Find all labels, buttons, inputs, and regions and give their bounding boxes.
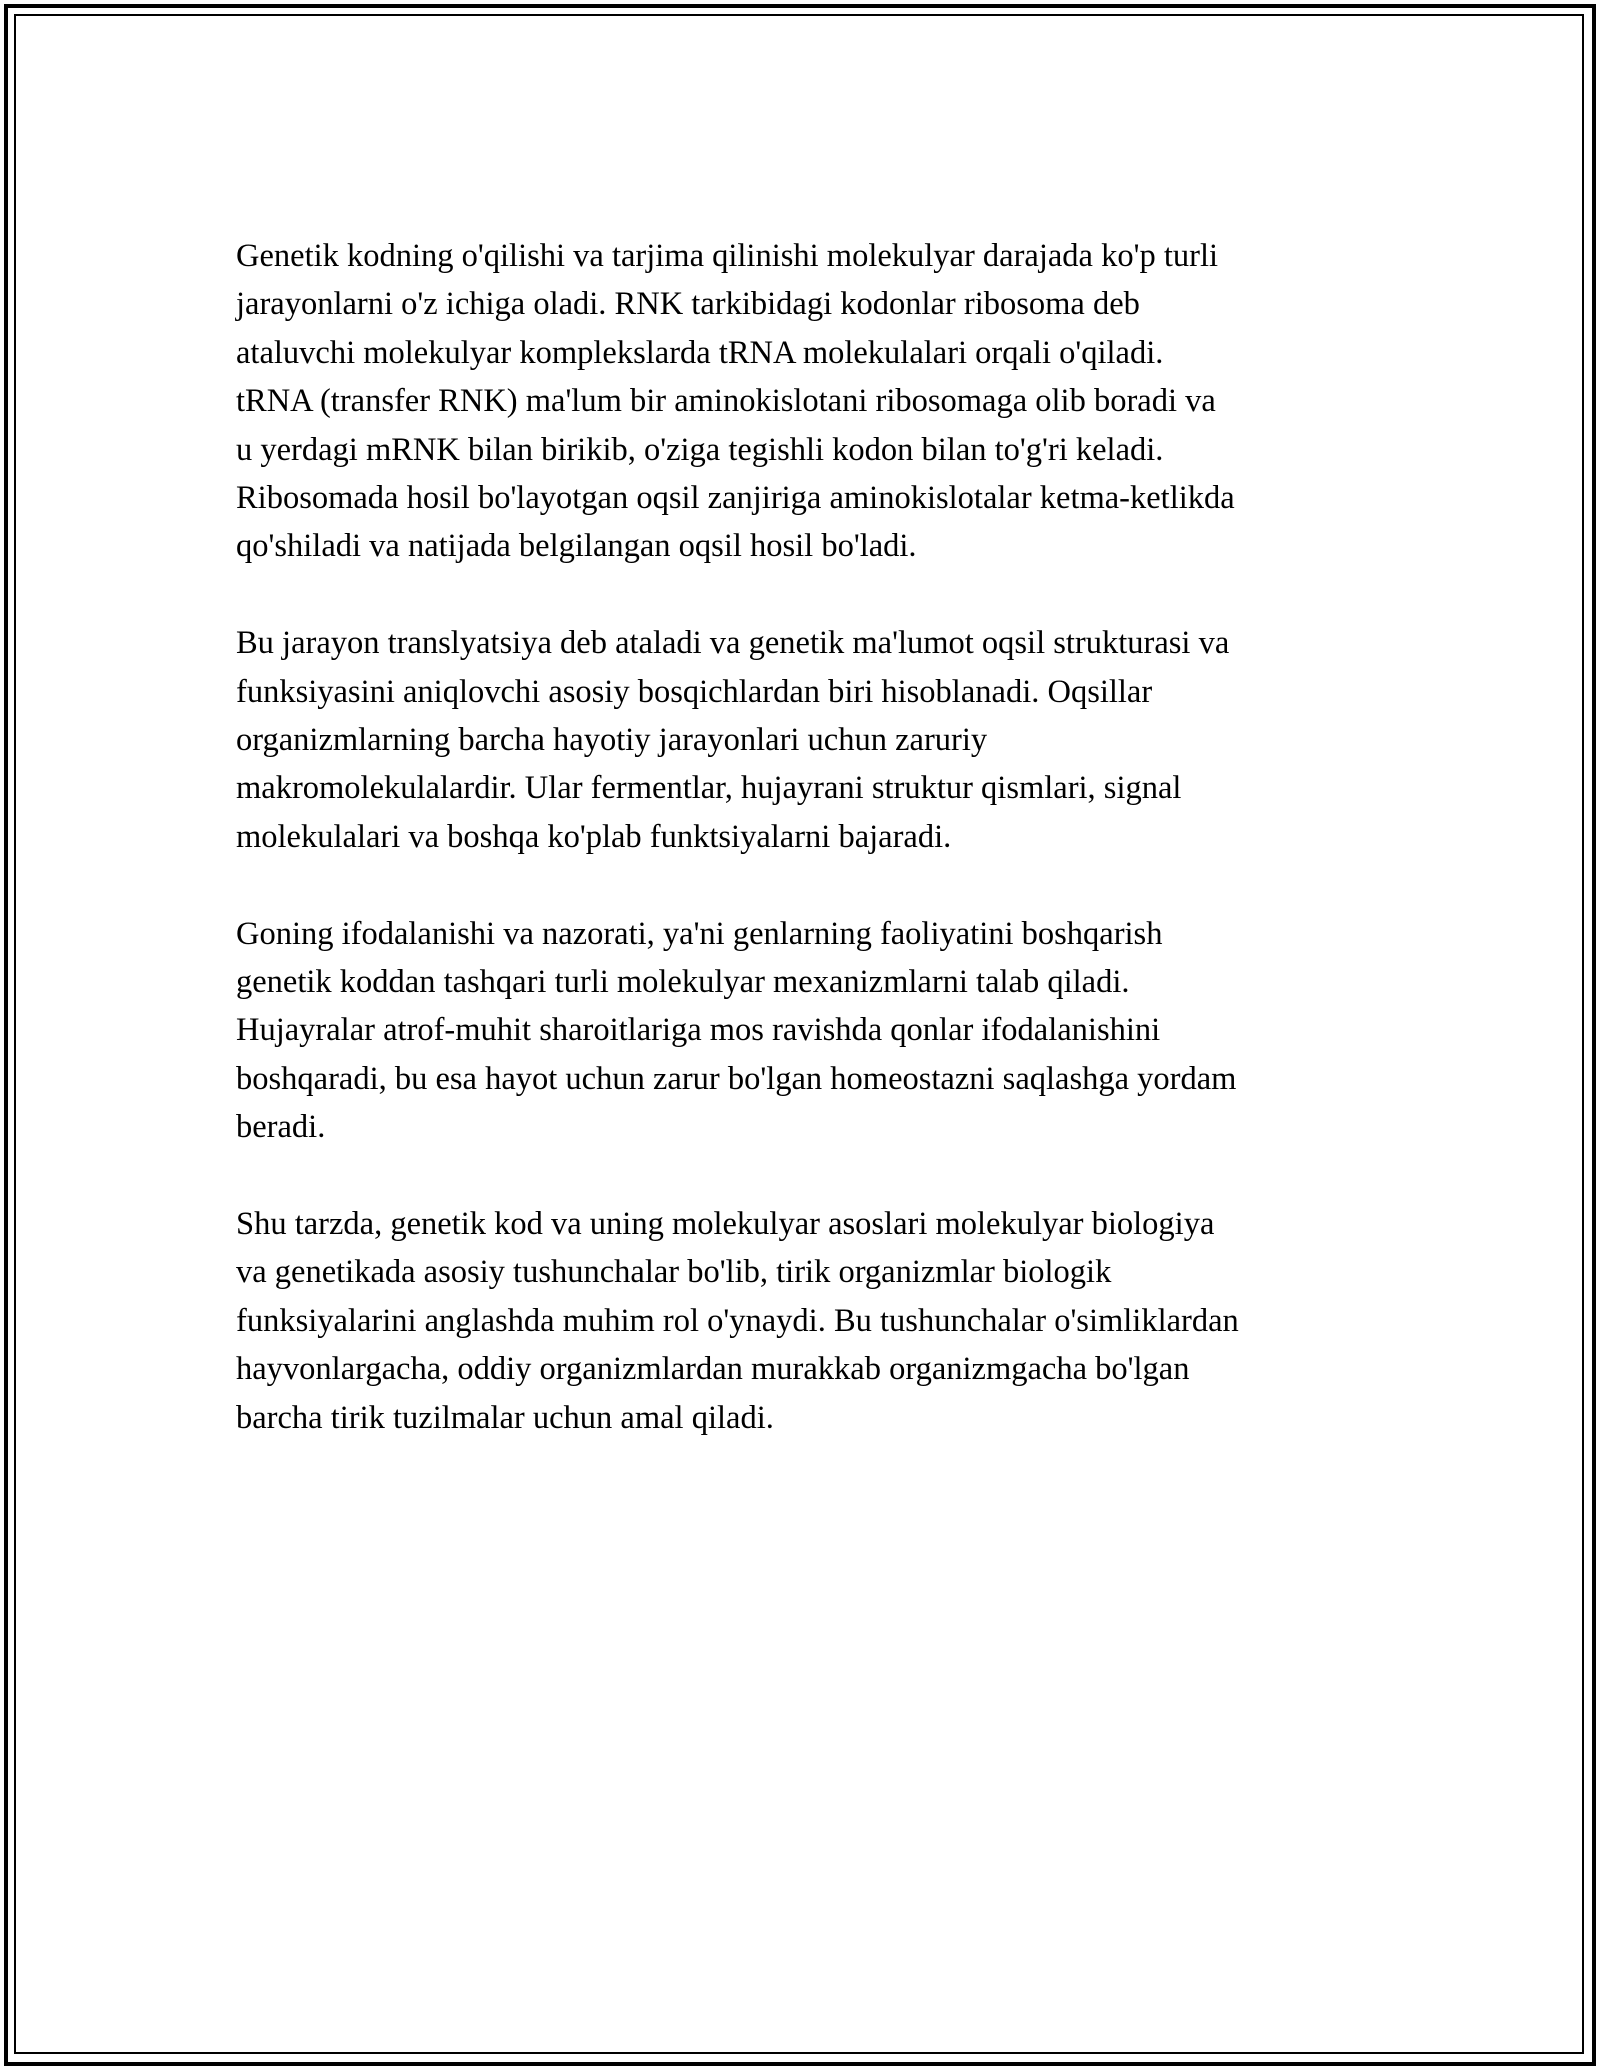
text-line: va genetikada asosiy tushunchalar bo'lib, tirik organizmlar biologik: [236, 1254, 1112, 1291]
text-line: Shu tarzda, genetik kod va uning molekulyar asoslari molekulyar biologiya: [236, 1206, 1215, 1243]
document-body: [236, 232, 1396, 1491]
paragraph-1: [236, 232, 1396, 571]
text-line: boshqaradi, bu esa hayot uchun zarur bo'lgan homeostazni saqlashga yordam: [236, 1060, 1237, 1097]
text-line: organizmlarning barcha hayotiy jarayonlari uchun zaruriy: [236, 722, 988, 759]
text-line: tRNA (transfer RNK) ma'lum bir aminokislotani ribosomaga olib boradi va: [236, 383, 1216, 420]
paragraph-4: [236, 1200, 1396, 1442]
text-line: Ribosomada hosil bo'layotgan oqsil zanjiriga aminokislotalar ketma-ketlikda: [236, 480, 1235, 517]
text-line: u yerdagi mRNK bilan birikib, o'ziga tegishli kodon bilan to'g'ri keladi.: [236, 431, 1164, 468]
text-line: makromolekulalardir. Ular fermentlar, hujayrani struktur qismlari, signal: [236, 770, 1182, 807]
text-line: genetik koddan tashqari turli molekulyar mexanizmlarni talab qiladi.: [236, 964, 1130, 1001]
text-line: Bu jarayon translyatsiya deb ataladi va genetik ma'lumot oqsil strukturasi va: [236, 625, 1230, 662]
text-line: funksiyalarini anglashda muhim rol o'ynaydi. Bu tushunchalar o'simliklardan: [236, 1302, 1239, 1339]
text-line: Hujayralar atrof-muhit sharoitlariga mos ravishda qonlar ifodalanishini: [236, 1012, 1161, 1049]
text-line: ataluvchi molekulyar komplekslarda tRNA molekulalari orqali o'qiladi.: [236, 334, 1164, 371]
text-line: barcha tirik tuzilmalar uchun amal qiladi.: [236, 1399, 774, 1436]
text-line: funksiyasini aniqlovchi asosiy bosqichlardan biri hisoblanadi. Oqsillar: [236, 673, 1153, 710]
text-line: molekulalari va boshqa ko'plab funktsiyalarni bajaradi.: [236, 818, 952, 855]
paragraph-2: [236, 619, 1396, 861]
text-line: qo'shiladi va natijada belgilangan oqsil hosil bo'ladi.: [236, 528, 917, 565]
text-line: Goning ifodalanishi va nazorati, ya'ni genlarning faoliyatini boshqarish: [236, 915, 1163, 952]
text-line: Genetik kodning o'qilishi va tarjima qilinishi molekulyar darajada ko'p turli: [236, 238, 1218, 274]
paragraph-3: [236, 910, 1396, 1152]
text-line: hayvonlargacha, oddiy organizmlardan murakkab organizmgacha bo'lgan: [236, 1351, 1190, 1388]
text-line: jarayonlarni o'z ichiga oladi. RNK tarkibidagi kodonlar ribosoma deb: [236, 286, 1140, 323]
text-line: beradi.: [236, 1109, 326, 1146]
